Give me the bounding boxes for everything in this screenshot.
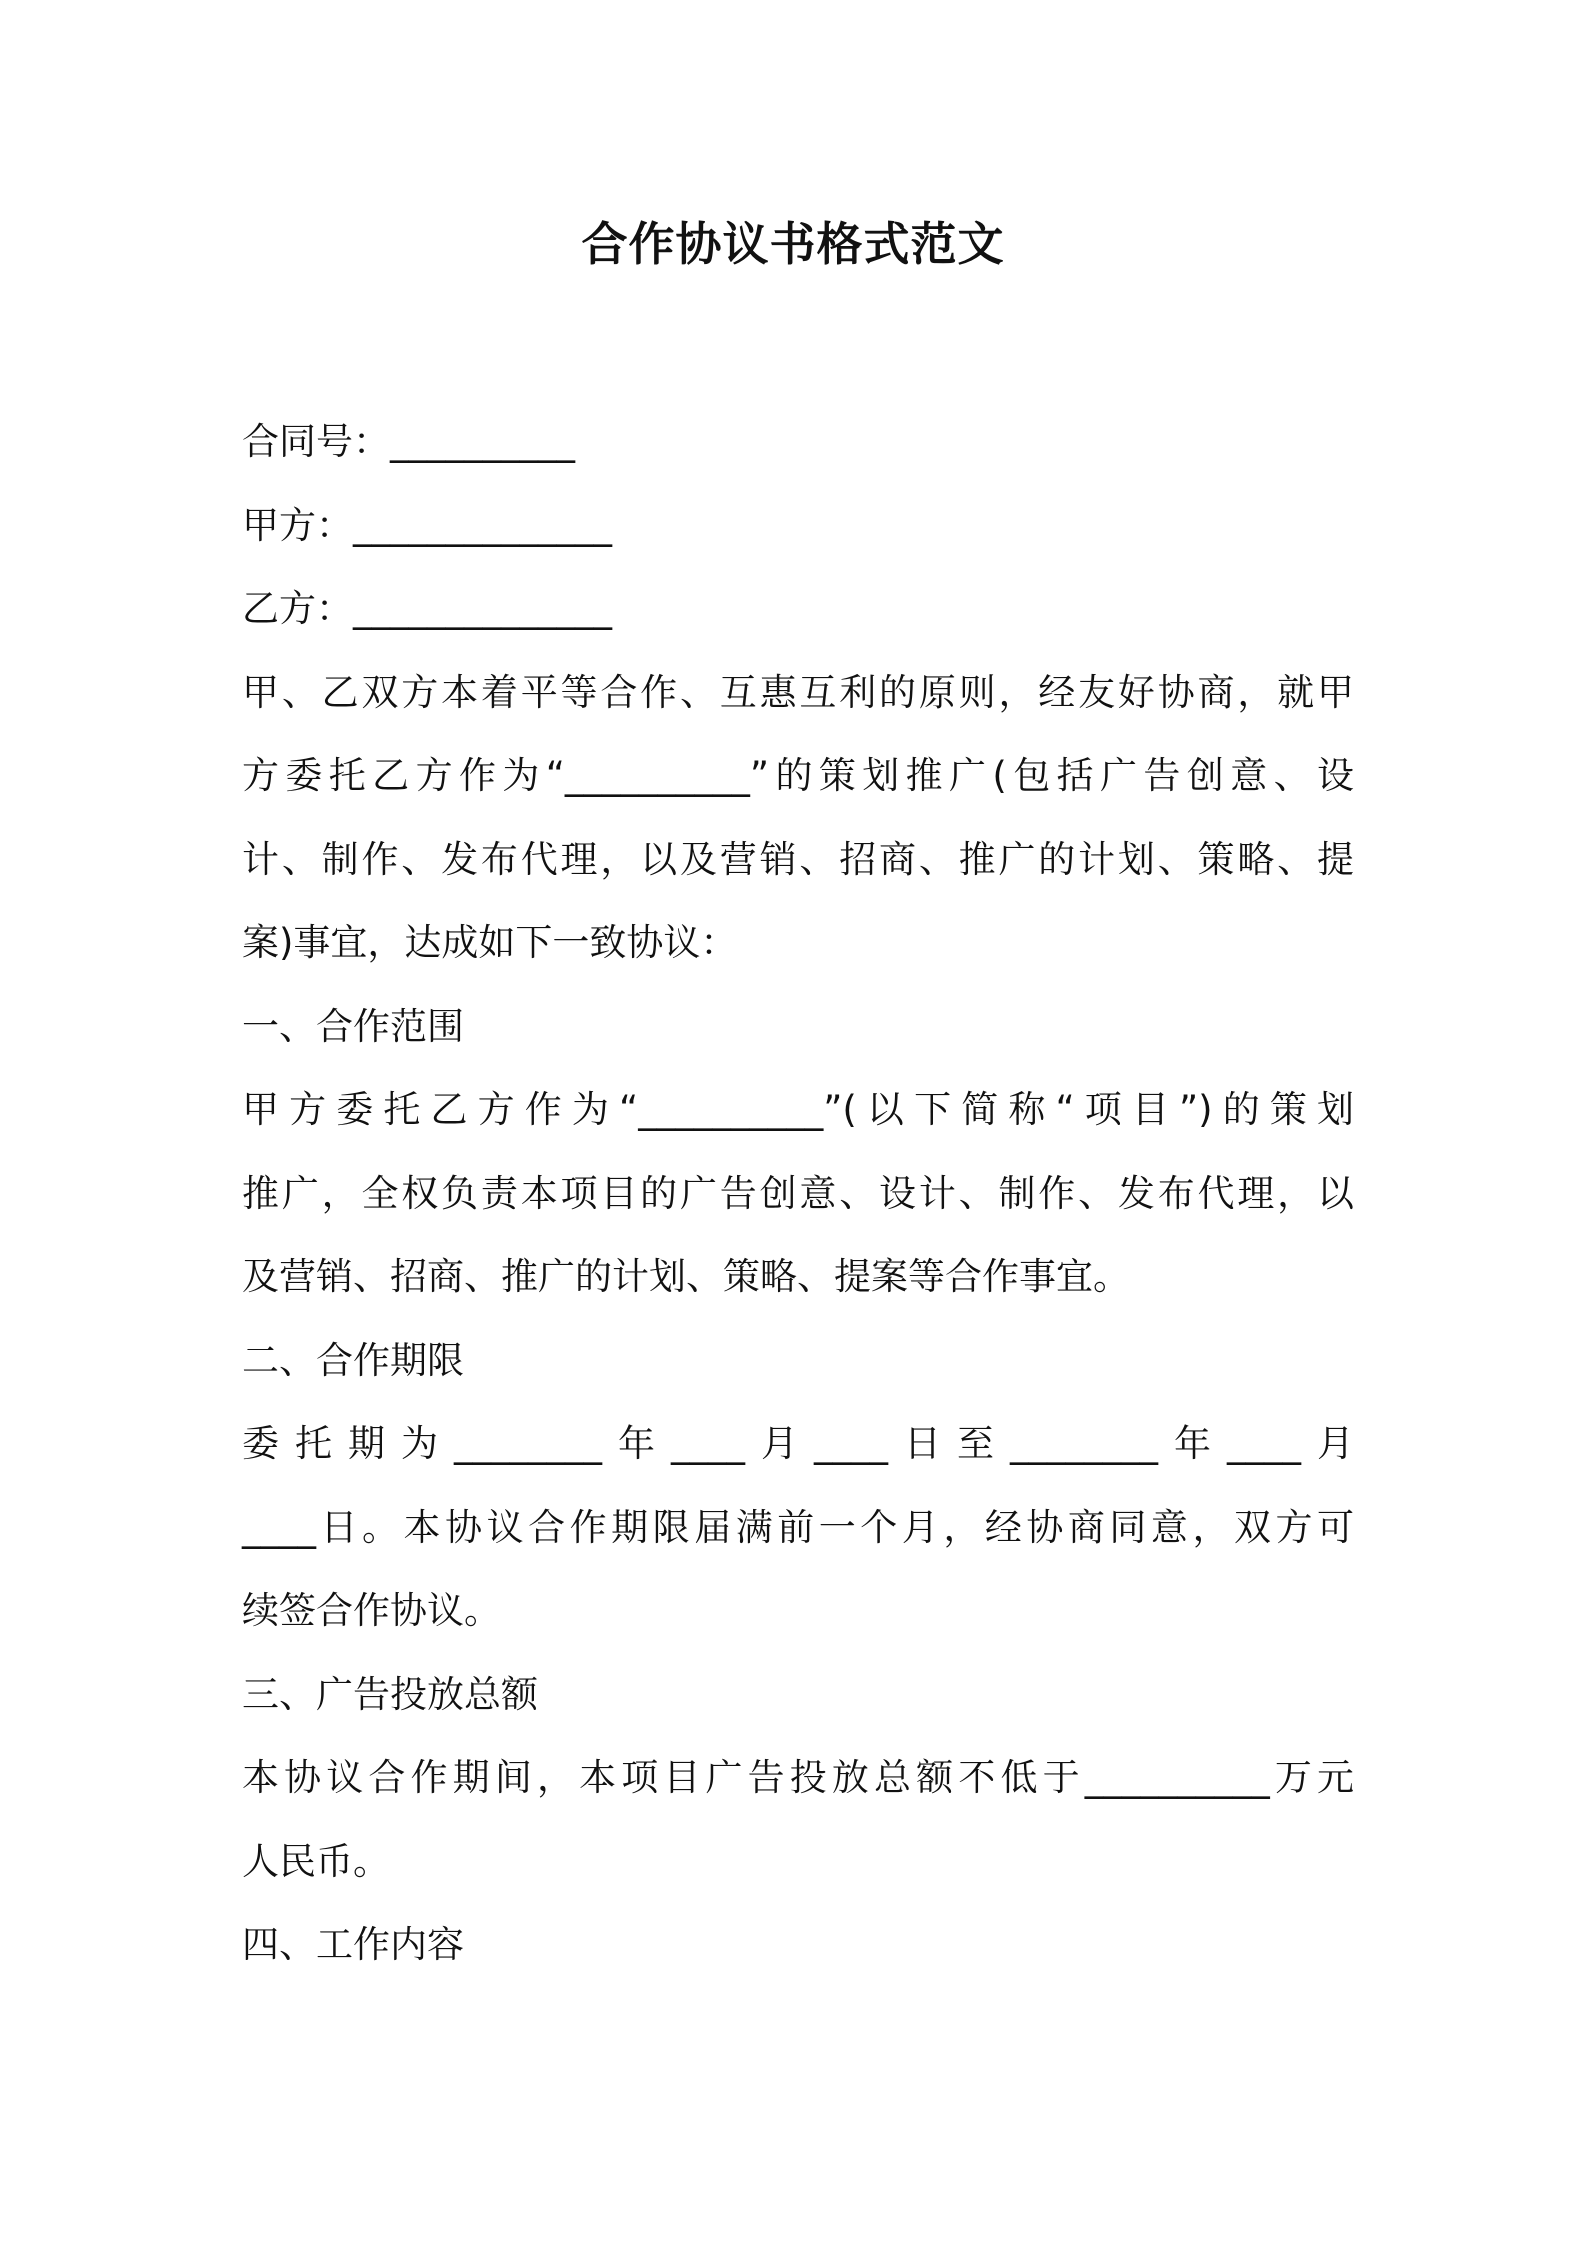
term-paragraph-line: ____日。本协议合作期限届满前一个月，经协商同意，双方可: [242, 1505, 1354, 1549]
preamble-line: 计、制作、发布代理，以及营销、招商、推广的计划、策略、提: [242, 837, 1354, 881]
ad-budget-paragraph-line: 人民币。: [242, 1839, 390, 1883]
term-paragraph-line: 委托期为________年____月____日至________年____月: [242, 1422, 1354, 1465]
preamble-line: 案)事宜，达成如下一致协议：: [242, 921, 738, 964]
preamble-line: 甲、乙双方本着平等合作、互惠互利的原则，经友好协商，就甲: [242, 670, 1354, 714]
contract-number-line: 合同号：__________: [242, 420, 575, 463]
term-paragraph-line: 续签合作协议。: [242, 1589, 501, 1632]
scope-paragraph-line: 甲方委托乙方作为“__________”(以下简称“项目”)的策划: [242, 1088, 1354, 1131]
section-heading-work-content: 四、工作内容: [242, 1923, 464, 1966]
party-b-line: 乙方：______________: [242, 587, 612, 630]
scope-paragraph-line: 推广，全权负责本项目的广告创意、设计、制作、发布代理，以: [242, 1171, 1354, 1215]
party-a-line: 甲方：______________: [242, 503, 612, 547]
section-heading-term: 二、合作期限: [242, 1338, 464, 1382]
section-heading-scope: 一、合作范围: [242, 1004, 464, 1048]
document-body: [242, 400, 1354, 1987]
section-heading-ad-budget: 三、广告投放总额: [242, 1672, 538, 1716]
document-title: 合作协议书格式范文: [581, 217, 1005, 271]
preamble-line: 方委托乙方作为“__________”的策划推广(包括广告创意、设: [242, 754, 1354, 797]
scope-paragraph-line: 及营销、招商、推广的计划、策略、提案等合作事宜。: [242, 1255, 1130, 1298]
ad-budget-paragraph-line: 本协议合作期间，本项目广告投放总额不低于__________万元: [242, 1756, 1354, 1799]
